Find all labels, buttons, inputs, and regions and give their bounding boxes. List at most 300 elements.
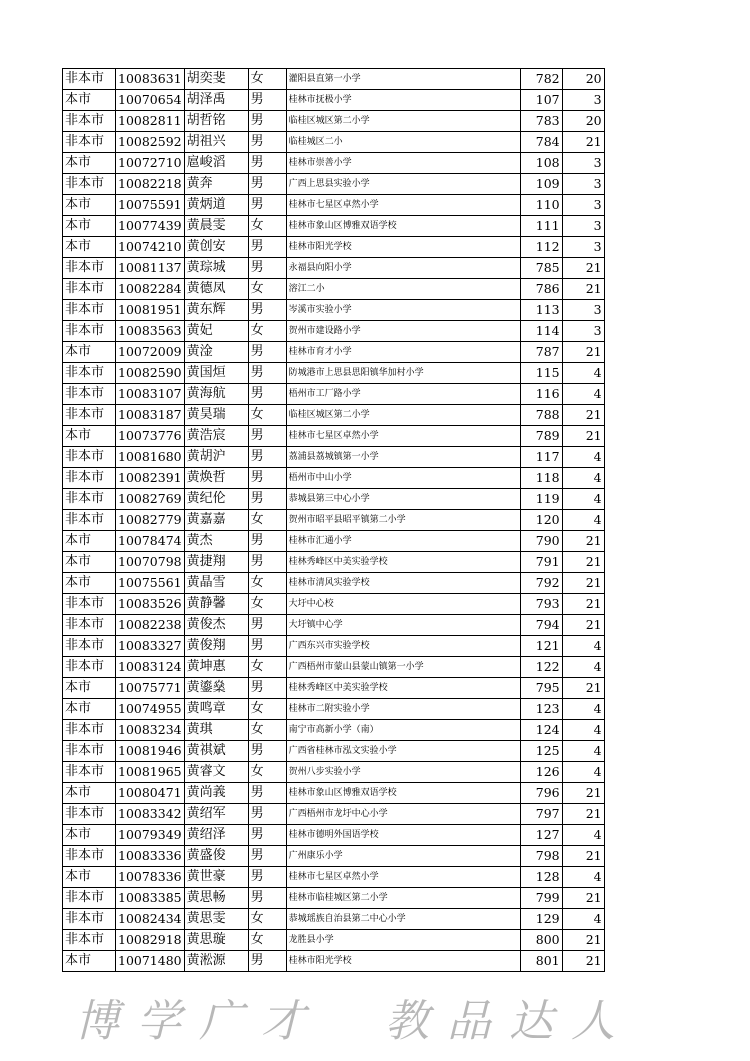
school-cell: 桂林市象山区博雅双语学校 bbox=[286, 783, 520, 804]
table-row bbox=[63, 342, 605, 363]
area-cell: 本市 bbox=[63, 237, 116, 258]
table-row bbox=[63, 69, 605, 90]
rank-cell: 795 bbox=[520, 678, 562, 699]
area-cell: 非本市 bbox=[63, 888, 116, 909]
exam-id-cell: 10083107 bbox=[116, 384, 185, 405]
gender-cell: 女 bbox=[248, 405, 286, 426]
student-name-cell: 黄盛俊 bbox=[184, 846, 248, 867]
student-name-cell: 黄焕哲 bbox=[184, 468, 248, 489]
gender-cell: 男 bbox=[248, 132, 286, 153]
school-cell: 桂林市七星区卓然小学 bbox=[286, 867, 520, 888]
school-cell: 桂林市抚极小学 bbox=[286, 90, 520, 111]
school-cell: 桂林市汇通小学 bbox=[286, 531, 520, 552]
area-cell: 本市 bbox=[63, 216, 116, 237]
group-cell: 3 bbox=[562, 321, 604, 342]
group-cell: 4 bbox=[562, 468, 604, 489]
exam-id-cell: 10072710 bbox=[116, 153, 185, 174]
exam-id-cell: 10073776 bbox=[116, 426, 185, 447]
area-cell: 非本市 bbox=[63, 741, 116, 762]
rank-cell: 128 bbox=[520, 867, 562, 888]
area-cell: 非本市 bbox=[63, 384, 116, 405]
gender-cell: 男 bbox=[248, 678, 286, 699]
footer-motto: 博学广才 教品达人 bbox=[75, 996, 633, 1047]
exam-id-cell: 10083187 bbox=[116, 405, 185, 426]
school-cell: 广西上思县实验小学 bbox=[286, 174, 520, 195]
table-row bbox=[63, 90, 605, 111]
area-cell: 本市 bbox=[63, 153, 116, 174]
exam-id-cell: 10082238 bbox=[116, 615, 185, 636]
table-row bbox=[63, 825, 605, 846]
student-name-cell: 黄杰 bbox=[184, 531, 248, 552]
exam-id-cell: 10077439 bbox=[116, 216, 185, 237]
school-cell: 桂林市德明外国语学校 bbox=[286, 825, 520, 846]
exam-id-cell: 10083631 bbox=[116, 69, 185, 90]
gender-cell: 女 bbox=[248, 321, 286, 342]
table-row bbox=[63, 804, 605, 825]
table-row bbox=[63, 237, 605, 258]
table-row bbox=[63, 468, 605, 489]
rank-cell: 788 bbox=[520, 405, 562, 426]
table-row bbox=[63, 615, 605, 636]
group-cell: 21 bbox=[562, 678, 604, 699]
student-name-cell: 黄德凤 bbox=[184, 279, 248, 300]
group-cell: 21 bbox=[562, 279, 604, 300]
rank-cell: 799 bbox=[520, 888, 562, 909]
exam-id-cell: 10075771 bbox=[116, 678, 185, 699]
gender-cell: 男 bbox=[248, 636, 286, 657]
school-cell: 桂林市临桂城区第二小学 bbox=[286, 888, 520, 909]
student-name-cell: 黄鸣章 bbox=[184, 699, 248, 720]
rank-cell: 116 bbox=[520, 384, 562, 405]
exam-id-cell: 10082590 bbox=[116, 363, 185, 384]
table-row bbox=[63, 195, 605, 216]
student-name-cell: 黄琪 bbox=[184, 720, 248, 741]
gender-cell: 女 bbox=[248, 930, 286, 951]
area-cell: 本市 bbox=[63, 699, 116, 720]
area-cell: 非本市 bbox=[63, 132, 116, 153]
group-cell: 21 bbox=[562, 132, 604, 153]
gender-cell: 女 bbox=[248, 594, 286, 615]
rank-cell: 792 bbox=[520, 573, 562, 594]
gender-cell: 男 bbox=[248, 174, 286, 195]
student-name-cell: 黄思畅 bbox=[184, 888, 248, 909]
student-name-cell: 黄静馨 bbox=[184, 594, 248, 615]
exam-id-cell: 10083526 bbox=[116, 594, 185, 615]
school-cell: 广西省桂林市泓文实验小学 bbox=[286, 741, 520, 762]
area-cell: 非本市 bbox=[63, 720, 116, 741]
rank-cell: 798 bbox=[520, 846, 562, 867]
group-cell: 21 bbox=[562, 258, 604, 279]
area-cell: 非本市 bbox=[63, 363, 116, 384]
student-name-cell: 黄祺斌 bbox=[184, 741, 248, 762]
exam-id-cell: 10082434 bbox=[116, 909, 185, 930]
area-cell: 非本市 bbox=[63, 594, 116, 615]
table-row bbox=[63, 699, 605, 720]
area-cell: 非本市 bbox=[63, 447, 116, 468]
table-row bbox=[63, 216, 605, 237]
student-name-cell: 黄妃 bbox=[184, 321, 248, 342]
school-cell: 龙胜县小学 bbox=[286, 930, 520, 951]
student-name-cell: 胡泽禹 bbox=[184, 90, 248, 111]
table-row bbox=[63, 573, 605, 594]
gender-cell: 男 bbox=[248, 951, 286, 972]
school-cell: 荔浦县荔城镇第一小学 bbox=[286, 447, 520, 468]
gender-cell: 女 bbox=[248, 909, 286, 930]
exam-id-cell: 10080471 bbox=[116, 783, 185, 804]
student-name-cell: 胡祖兴 bbox=[184, 132, 248, 153]
area-cell: 非本市 bbox=[63, 762, 116, 783]
rank-cell: 119 bbox=[520, 489, 562, 510]
area-cell: 本市 bbox=[63, 573, 116, 594]
gender-cell: 男 bbox=[248, 846, 286, 867]
group-cell: 3 bbox=[562, 174, 604, 195]
rank-cell: 111 bbox=[520, 216, 562, 237]
student-name-cell: 黄睿文 bbox=[184, 762, 248, 783]
group-cell: 21 bbox=[562, 552, 604, 573]
group-cell: 21 bbox=[562, 888, 604, 909]
group-cell: 20 bbox=[562, 111, 604, 132]
gender-cell: 男 bbox=[248, 888, 286, 909]
student-name-cell: 黄坤惠 bbox=[184, 657, 248, 678]
rank-cell: 790 bbox=[520, 531, 562, 552]
group-cell: 4 bbox=[562, 762, 604, 783]
group-cell: 4 bbox=[562, 741, 604, 762]
gender-cell: 男 bbox=[248, 615, 286, 636]
exam-id-cell: 10081951 bbox=[116, 300, 185, 321]
exam-id-cell: 10082218 bbox=[116, 174, 185, 195]
table-row bbox=[63, 783, 605, 804]
rank-cell: 109 bbox=[520, 174, 562, 195]
group-cell: 4 bbox=[562, 510, 604, 531]
gender-cell: 男 bbox=[248, 426, 286, 447]
school-cell: 桂林市清风实验学校 bbox=[286, 573, 520, 594]
rank-cell: 113 bbox=[520, 300, 562, 321]
rank-cell: 117 bbox=[520, 447, 562, 468]
gender-cell: 女 bbox=[248, 720, 286, 741]
rank-cell: 123 bbox=[520, 699, 562, 720]
group-cell: 3 bbox=[562, 237, 604, 258]
table-row bbox=[63, 720, 605, 741]
group-cell: 3 bbox=[562, 90, 604, 111]
table-row bbox=[63, 909, 605, 930]
table-row bbox=[63, 594, 605, 615]
group-cell: 21 bbox=[562, 405, 604, 426]
exam-id-cell: 10070798 bbox=[116, 552, 185, 573]
table-row bbox=[63, 951, 605, 972]
area-cell: 非本市 bbox=[63, 468, 116, 489]
student-name-cell: 黄捷翔 bbox=[184, 552, 248, 573]
gender-cell: 男 bbox=[248, 363, 286, 384]
exam-id-cell: 10081137 bbox=[116, 258, 185, 279]
area-cell: 本市 bbox=[63, 825, 116, 846]
rank-cell: 783 bbox=[520, 111, 562, 132]
gender-cell: 男 bbox=[248, 531, 286, 552]
area-cell: 本市 bbox=[63, 90, 116, 111]
gender-cell: 男 bbox=[248, 111, 286, 132]
student-name-cell: 黄晶雪 bbox=[184, 573, 248, 594]
group-cell: 21 bbox=[562, 573, 604, 594]
school-cell: 贺州市建设路小学 bbox=[286, 321, 520, 342]
student-name-cell: 黄创安 bbox=[184, 237, 248, 258]
group-cell: 21 bbox=[562, 846, 604, 867]
rank-cell: 112 bbox=[520, 237, 562, 258]
group-cell: 3 bbox=[562, 216, 604, 237]
gender-cell: 女 bbox=[248, 69, 286, 90]
student-name-cell: 黄绍泽 bbox=[184, 825, 248, 846]
student-name-cell: 黄淞源 bbox=[184, 951, 248, 972]
exam-id-cell: 10083563 bbox=[116, 321, 185, 342]
exam-id-cell: 10082779 bbox=[116, 510, 185, 531]
table-row bbox=[63, 867, 605, 888]
school-cell: 广西东兴市实验学校 bbox=[286, 636, 520, 657]
rank-cell: 114 bbox=[520, 321, 562, 342]
area-cell: 本市 bbox=[63, 195, 116, 216]
student-name-cell: 黄思璇 bbox=[184, 930, 248, 951]
school-cell: 桂林市象山区博雅双语学校 bbox=[286, 216, 520, 237]
rank-cell: 122 bbox=[520, 657, 562, 678]
rank-cell: 793 bbox=[520, 594, 562, 615]
exam-id-cell: 10083342 bbox=[116, 804, 185, 825]
group-cell: 21 bbox=[562, 930, 604, 951]
table-row bbox=[63, 846, 605, 867]
area-cell: 非本市 bbox=[63, 405, 116, 426]
table-row bbox=[63, 531, 605, 552]
student-name-cell: 黄国烜 bbox=[184, 363, 248, 384]
group-cell: 4 bbox=[562, 909, 604, 930]
area-cell: 本市 bbox=[63, 426, 116, 447]
exam-id-cell: 10072009 bbox=[116, 342, 185, 363]
table-row bbox=[63, 489, 605, 510]
exam-id-cell: 10075591 bbox=[116, 195, 185, 216]
exam-id-cell: 10083234 bbox=[116, 720, 185, 741]
rank-cell: 121 bbox=[520, 636, 562, 657]
school-cell: 灌阳县直第一小学 bbox=[286, 69, 520, 90]
gender-cell: 男 bbox=[248, 867, 286, 888]
table-row bbox=[63, 510, 605, 531]
school-cell: 临桂区城区第二小学 bbox=[286, 111, 520, 132]
table-row bbox=[63, 258, 605, 279]
roster-body bbox=[63, 69, 605, 972]
area-cell: 非本市 bbox=[63, 300, 116, 321]
area-cell: 非本市 bbox=[63, 510, 116, 531]
table-row bbox=[63, 300, 605, 321]
rank-cell: 108 bbox=[520, 153, 562, 174]
group-cell: 21 bbox=[562, 783, 604, 804]
gender-cell: 女 bbox=[248, 657, 286, 678]
area-cell: 本市 bbox=[63, 678, 116, 699]
school-cell: 桂林秀峰区中美实验学校 bbox=[286, 678, 520, 699]
exam-id-cell: 10075561 bbox=[116, 573, 185, 594]
table-row bbox=[63, 447, 605, 468]
gender-cell: 男 bbox=[248, 741, 286, 762]
table-row bbox=[63, 111, 605, 132]
school-cell: 溶江二小 bbox=[286, 279, 520, 300]
rank-cell: 784 bbox=[520, 132, 562, 153]
student-name-cell: 扈峻滔 bbox=[184, 153, 248, 174]
rank-cell: 129 bbox=[520, 909, 562, 930]
student-name-cell: 黄淦 bbox=[184, 342, 248, 363]
rank-cell: 796 bbox=[520, 783, 562, 804]
area-cell: 本市 bbox=[63, 951, 116, 972]
exam-id-cell: 10082391 bbox=[116, 468, 185, 489]
rank-cell: 789 bbox=[520, 426, 562, 447]
school-cell: 桂林市崇善小学 bbox=[286, 153, 520, 174]
student-name-cell: 黄尚義 bbox=[184, 783, 248, 804]
exam-id-cell: 10083385 bbox=[116, 888, 185, 909]
school-cell: 梧州市中山小学 bbox=[286, 468, 520, 489]
table-row bbox=[63, 636, 605, 657]
exam-id-cell: 10083336 bbox=[116, 846, 185, 867]
school-cell: 大圩镇中心学 bbox=[286, 615, 520, 636]
school-cell: 桂林市二附实验小学 bbox=[286, 699, 520, 720]
rank-cell: 801 bbox=[520, 951, 562, 972]
area-cell: 本市 bbox=[63, 531, 116, 552]
student-name-cell: 黄东辉 bbox=[184, 300, 248, 321]
rank-cell: 127 bbox=[520, 825, 562, 846]
exam-id-cell: 10070654 bbox=[116, 90, 185, 111]
table-row bbox=[63, 930, 605, 951]
exam-id-cell: 10074210 bbox=[116, 237, 185, 258]
table-row bbox=[63, 153, 605, 174]
area-cell: 非本市 bbox=[63, 846, 116, 867]
gender-cell: 男 bbox=[248, 783, 286, 804]
school-cell: 桂林市阳光学校 bbox=[286, 951, 520, 972]
school-cell: 贺州八步实验小学 bbox=[286, 762, 520, 783]
group-cell: 4 bbox=[562, 636, 604, 657]
school-cell: 大圩中心校 bbox=[286, 594, 520, 615]
gender-cell: 男 bbox=[248, 552, 286, 573]
rank-cell: 782 bbox=[520, 69, 562, 90]
student-name-cell: 黄晨雯 bbox=[184, 216, 248, 237]
student-name-cell: 黄嘉嘉 bbox=[184, 510, 248, 531]
exam-id-cell: 10081946 bbox=[116, 741, 185, 762]
table-row bbox=[63, 384, 605, 405]
student-name-cell: 黄琮城 bbox=[184, 258, 248, 279]
exam-id-cell: 10078474 bbox=[116, 531, 185, 552]
gender-cell: 男 bbox=[248, 195, 286, 216]
table-row bbox=[63, 678, 605, 699]
school-cell: 桂林市七星区卓然小学 bbox=[286, 426, 520, 447]
area-cell: 本市 bbox=[63, 867, 116, 888]
table-row bbox=[63, 762, 605, 783]
rank-cell: 794 bbox=[520, 615, 562, 636]
group-cell: 21 bbox=[562, 951, 604, 972]
gender-cell: 男 bbox=[248, 468, 286, 489]
gender-cell: 男 bbox=[248, 384, 286, 405]
exam-id-cell: 10081680 bbox=[116, 447, 185, 468]
area-cell: 本市 bbox=[63, 552, 116, 573]
school-cell: 贺州市昭平县昭平镇第二小学 bbox=[286, 510, 520, 531]
gender-cell: 男 bbox=[248, 342, 286, 363]
gender-cell: 女 bbox=[248, 279, 286, 300]
exam-id-cell: 10082284 bbox=[116, 279, 185, 300]
gender-cell: 男 bbox=[248, 237, 286, 258]
student-name-cell: 黄鎏燊 bbox=[184, 678, 248, 699]
school-cell: 桂林秀峰区中美实验学校 bbox=[286, 552, 520, 573]
gender-cell: 女 bbox=[248, 762, 286, 783]
area-cell: 非本市 bbox=[63, 909, 116, 930]
group-cell: 3 bbox=[562, 153, 604, 174]
group-cell: 21 bbox=[562, 615, 604, 636]
exam-id-cell: 10082592 bbox=[116, 132, 185, 153]
gender-cell: 男 bbox=[248, 489, 286, 510]
area-cell: 非本市 bbox=[63, 657, 116, 678]
student-name-cell: 黄奔 bbox=[184, 174, 248, 195]
group-cell: 4 bbox=[562, 384, 604, 405]
rank-cell: 118 bbox=[520, 468, 562, 489]
student-name-cell: 黄纪伦 bbox=[184, 489, 248, 510]
rank-cell: 786 bbox=[520, 279, 562, 300]
area-cell: 本市 bbox=[63, 342, 116, 363]
school-cell: 临桂区城区第二小学 bbox=[286, 405, 520, 426]
student-name-cell: 黄海航 bbox=[184, 384, 248, 405]
school-cell: 防城港市上思县思阳镇华加村小学 bbox=[286, 363, 520, 384]
area-cell: 非本市 bbox=[63, 489, 116, 510]
group-cell: 4 bbox=[562, 867, 604, 888]
group-cell: 21 bbox=[562, 531, 604, 552]
rank-cell: 791 bbox=[520, 552, 562, 573]
group-cell: 3 bbox=[562, 300, 604, 321]
gender-cell: 男 bbox=[248, 300, 286, 321]
school-cell: 梧州市工厂路小学 bbox=[286, 384, 520, 405]
exam-id-cell: 10078336 bbox=[116, 867, 185, 888]
student-name-cell: 黄昊瑞 bbox=[184, 405, 248, 426]
student-name-cell: 胡奕斐 bbox=[184, 69, 248, 90]
school-cell: 广州康乐小学 bbox=[286, 846, 520, 867]
group-cell: 21 bbox=[562, 426, 604, 447]
table-row bbox=[63, 741, 605, 762]
rank-cell: 115 bbox=[520, 363, 562, 384]
school-cell: 恭城瑶族自治县第二中心小学 bbox=[286, 909, 520, 930]
student-name-cell: 黄绍军 bbox=[184, 804, 248, 825]
exam-id-cell: 10071480 bbox=[116, 951, 185, 972]
student-name-cell: 黄思雯 bbox=[184, 909, 248, 930]
area-cell: 非本市 bbox=[63, 636, 116, 657]
area-cell: 非本市 bbox=[63, 321, 116, 342]
table-row bbox=[63, 279, 605, 300]
group-cell: 21 bbox=[562, 594, 604, 615]
group-cell: 21 bbox=[562, 342, 604, 363]
exam-id-cell: 10083124 bbox=[116, 657, 185, 678]
table-row bbox=[63, 657, 605, 678]
school-cell: 临桂城区二小 bbox=[286, 132, 520, 153]
table-row bbox=[63, 132, 605, 153]
rank-cell: 120 bbox=[520, 510, 562, 531]
gender-cell: 女 bbox=[248, 699, 286, 720]
gender-cell: 女 bbox=[248, 216, 286, 237]
area-cell: 非本市 bbox=[63, 258, 116, 279]
rank-cell: 124 bbox=[520, 720, 562, 741]
group-cell: 4 bbox=[562, 657, 604, 678]
school-cell: 桂林市七星区卓然小学 bbox=[286, 195, 520, 216]
group-cell: 4 bbox=[562, 447, 604, 468]
school-cell: 桂林市阳光学校 bbox=[286, 237, 520, 258]
exam-id-cell: 10082769 bbox=[116, 489, 185, 510]
group-cell: 4 bbox=[562, 363, 604, 384]
rank-cell: 785 bbox=[520, 258, 562, 279]
rank-cell: 797 bbox=[520, 804, 562, 825]
student-roster-table bbox=[62, 68, 605, 972]
exam-id-cell: 10079349 bbox=[116, 825, 185, 846]
group-cell: 4 bbox=[562, 825, 604, 846]
student-name-cell: 黄俊杰 bbox=[184, 615, 248, 636]
school-cell: 南宁市高新小学（南） bbox=[286, 720, 520, 741]
student-name-cell: 黄世豪 bbox=[184, 867, 248, 888]
rank-cell: 125 bbox=[520, 741, 562, 762]
rank-cell: 107 bbox=[520, 90, 562, 111]
gender-cell: 男 bbox=[248, 153, 286, 174]
gender-cell: 男 bbox=[248, 258, 286, 279]
